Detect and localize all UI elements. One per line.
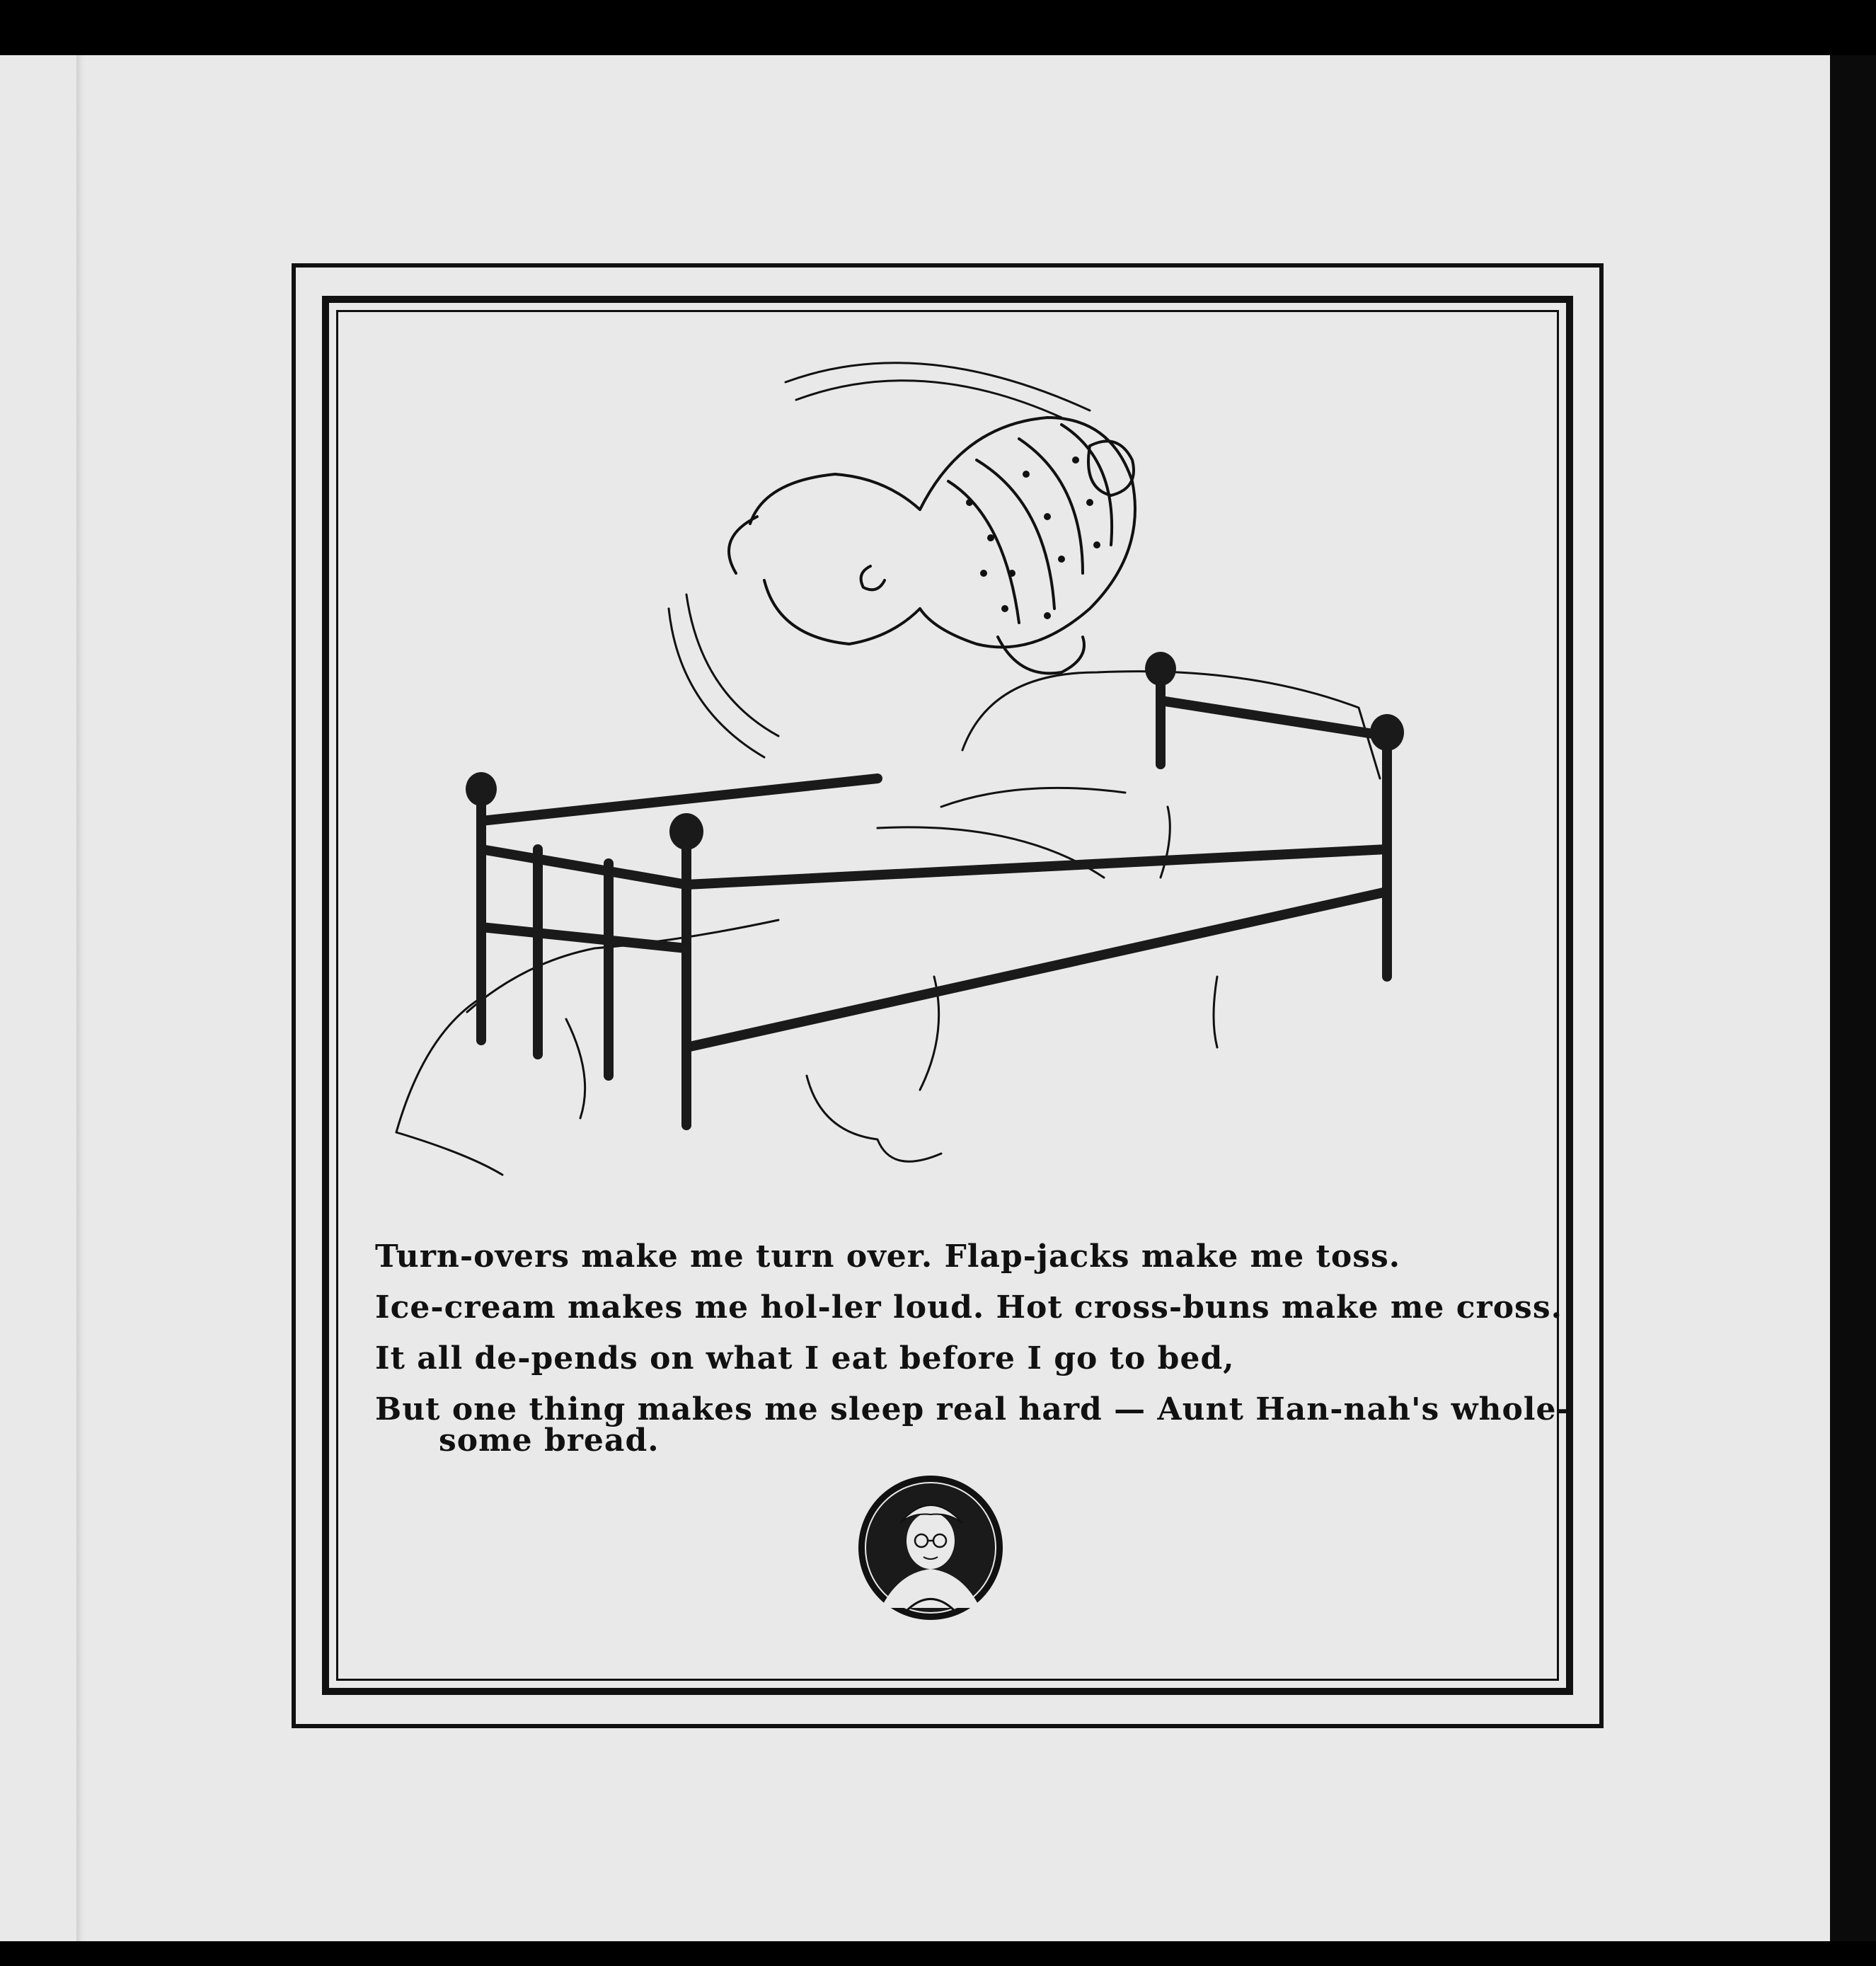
aunt-hannah-portrait-icon <box>856 1473 1005 1622</box>
verse-line: Turn-overs make me turn over. Flap-jacks make me toss. <box>375 1238 1401 1275</box>
child-in-bed-illustration <box>382 340 1514 1189</box>
verse-text <box>375 1231 1570 1459</box>
verse-line: But one thing makes me sleep real hard — Aunt Han-nah's whole- <box>375 1391 1570 1427</box>
verse-line: Ice-cream makes me hol-ler loud. Hot cross-buns make me cross. <box>375 1289 1563 1326</box>
child-figure <box>729 418 1135 673</box>
page-gutter-fold <box>76 55 86 1941</box>
motion-lines <box>669 363 1090 757</box>
verse-line-continuation: some bread. <box>439 1422 660 1459</box>
verse-line: It all de-pends on what I eat before I go to bed, <box>375 1340 1235 1376</box>
scan-edge-right <box>1830 55 1876 1941</box>
bed-frame <box>481 672 1387 1125</box>
